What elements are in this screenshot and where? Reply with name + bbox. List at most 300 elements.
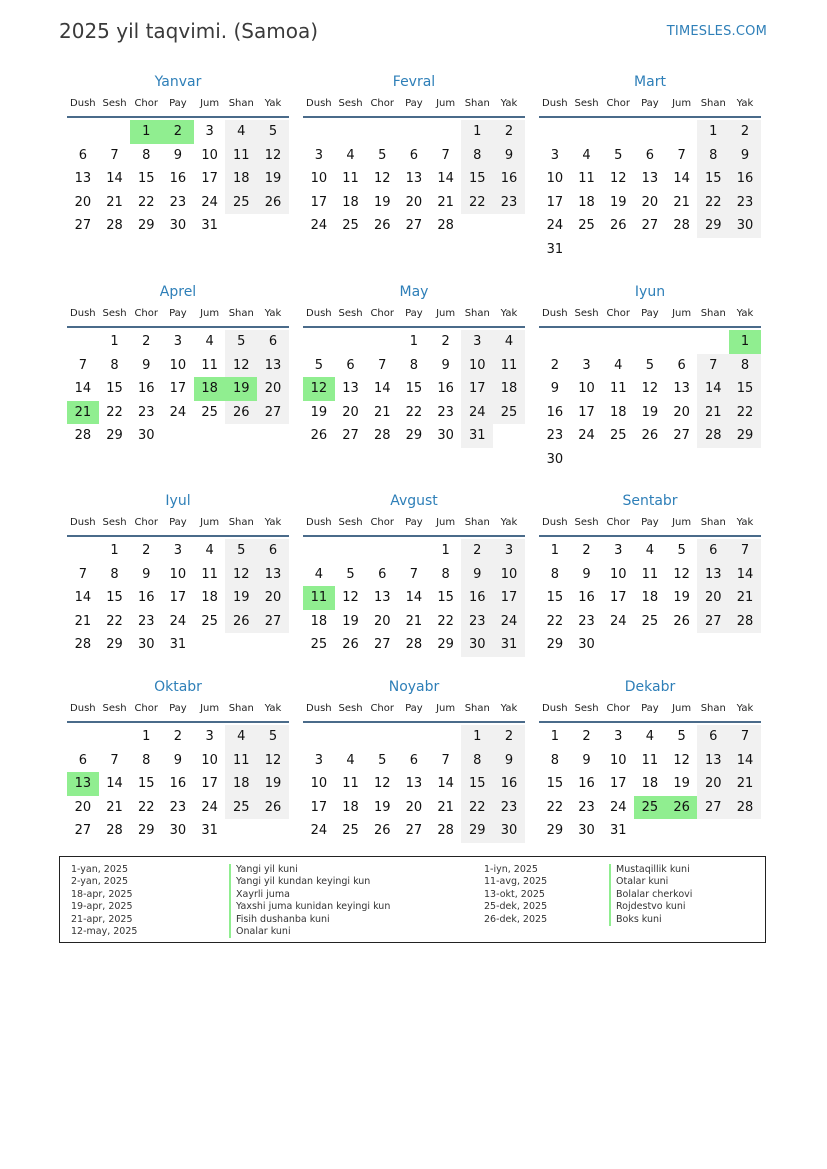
day-cell: 4: [346, 147, 355, 163]
day-cell: 16: [137, 381, 155, 396]
day-cell: 20: [342, 404, 359, 420]
day-cell: 23: [437, 404, 454, 420]
weekday-label: Yak: [736, 98, 754, 109]
weekday-label: Jum: [436, 308, 456, 319]
legend-holiday-name: Bolalar cherkovi: [609, 889, 692, 901]
legend-date: 12-may, 2025: [71, 925, 138, 937]
day-cell: 8: [550, 566, 559, 582]
day-cell: 12: [342, 590, 359, 605]
empty-cell: [303, 539, 335, 563]
day-cell: 27: [342, 428, 359, 443]
month-rule: [303, 721, 525, 723]
weekday-label: Shan: [700, 98, 726, 109]
day-grid: [539, 330, 761, 471]
day-cell: 14: [106, 776, 123, 791]
day-cell: 5: [645, 357, 655, 373]
day-cell: 29: [546, 637, 564, 652]
weekday-label: Dush: [306, 98, 332, 109]
day-cell: 25: [225, 191, 257, 215]
month-rule: [303, 116, 525, 118]
day-cell: 13: [673, 381, 690, 396]
day-cell: 18: [578, 194, 595, 210]
empty-cell: [335, 330, 367, 354]
day-cell: 25: [201, 404, 218, 420]
day-cell: 31: [169, 637, 187, 652]
holiday-day-cell: 13: [67, 772, 99, 796]
day-cell: 26: [373, 823, 391, 838]
empty-cell: [539, 120, 571, 144]
day-cell: 15: [137, 776, 155, 791]
day-cell: 7: [378, 357, 387, 373]
holiday-day-cell: 26: [666, 796, 698, 820]
weekday-label: Yak: [500, 98, 518, 109]
day-cell: 25: [493, 401, 525, 425]
day-cell: 2: [173, 729, 183, 744]
day-cell: 24: [169, 613, 187, 629]
weekday-label: Jum: [200, 98, 220, 109]
weekday-label: Shan: [228, 98, 254, 109]
day-cell: 9: [461, 563, 493, 587]
month-rule: [67, 535, 289, 537]
day-cell: 24: [546, 218, 564, 233]
day-cell: 22: [546, 799, 564, 815]
day-cell: 1: [550, 729, 559, 744]
weekday-label: Chor: [134, 98, 158, 109]
weekday-label: Jum: [672, 308, 692, 319]
day-cell: 22: [437, 613, 454, 629]
day-cell: 29: [437, 637, 454, 652]
day-cell: 28: [437, 823, 454, 838]
day-cell: 4: [645, 543, 655, 558]
empty-cell: [366, 330, 398, 354]
day-grid: [539, 725, 761, 843]
day-cell: 20: [641, 194, 659, 210]
month-title: Fevral: [392, 74, 436, 90]
empty-cell: [303, 120, 335, 144]
day-cell: 15: [137, 171, 155, 186]
day-cell: 3: [205, 124, 214, 139]
day-grid: [303, 725, 525, 843]
empty-cell: [303, 725, 335, 749]
day-cell: 18: [201, 590, 218, 605]
weekday-label: Yak: [264, 98, 282, 109]
weekday-header: [67, 306, 289, 321]
day-grid: [67, 330, 289, 448]
day-cell: 5: [346, 566, 355, 582]
legend-date: 1-iyn, 2025: [484, 864, 538, 875]
month-avgust: [303, 492, 525, 657]
day-cell: 21: [373, 404, 391, 420]
day-cell: 19: [673, 776, 690, 791]
day-cell: 18: [609, 404, 627, 420]
day-cell: 9: [441, 357, 450, 373]
empty-cell: [666, 330, 698, 354]
day-grid: [539, 120, 761, 261]
holiday-legend: [59, 856, 766, 943]
day-cell: 20: [257, 377, 289, 401]
day-cell: 27: [697, 796, 729, 820]
day-cell: 10: [578, 381, 595, 396]
weekday-label: Yak: [264, 703, 282, 714]
day-cell: 23: [461, 610, 493, 634]
legend-holiday-name: Mustaqillik kuni: [609, 864, 692, 876]
weekday-label: Jum: [436, 703, 456, 714]
day-cell: 22: [461, 191, 493, 215]
day-cell: 7: [110, 752, 119, 768]
day-cell: 16: [437, 381, 454, 396]
day-cell: 5: [257, 725, 289, 749]
day-cell: 13: [342, 381, 359, 396]
day-cell: 21: [729, 772, 761, 796]
day-cell: 31: [201, 218, 218, 233]
day-cell: 19: [373, 799, 391, 815]
weekday-label: Pay: [169, 98, 187, 109]
weekday-label: Pay: [641, 703, 659, 714]
day-cell: 11: [201, 566, 218, 582]
day-cell: 30: [437, 428, 454, 443]
day-cell: 16: [137, 590, 155, 605]
day-cell: 9: [729, 144, 761, 168]
month-title: Yanvar: [154, 74, 202, 90]
day-cell: 20: [373, 613, 391, 629]
day-cell: 14: [106, 171, 123, 186]
day-cell: 7: [677, 147, 686, 163]
day-cell: 10: [310, 171, 328, 186]
weekday-label: Chor: [606, 98, 630, 109]
day-cell: 1: [409, 334, 419, 349]
day-cell: 24: [461, 401, 493, 425]
day-cell: 28: [405, 637, 423, 652]
weekday-header: [67, 96, 289, 111]
holiday-day-cell: 1: [130, 120, 162, 144]
day-cell: 6: [78, 752, 87, 768]
day-cell: 21: [74, 613, 92, 629]
day-cell: 24: [493, 610, 525, 634]
day-cell: 19: [641, 404, 659, 420]
day-cell: 20: [74, 194, 92, 210]
day-cell: 11: [342, 776, 359, 791]
legend-date: 2-yan, 2025: [71, 876, 128, 888]
day-cell: 6: [697, 725, 729, 749]
day-cell: 3: [461, 330, 493, 354]
day-cell: 11: [342, 171, 359, 186]
day-cell: 12: [609, 171, 627, 186]
day-cell: 2: [729, 120, 761, 144]
day-cell: 22: [405, 404, 423, 420]
day-cell: 26: [225, 610, 257, 634]
day-cell: 24: [609, 799, 627, 815]
legend-date: 11-avg, 2025: [484, 876, 548, 888]
day-cell: 18: [641, 776, 659, 791]
legend-names-right: [609, 864, 692, 926]
weekday-label: Shan: [228, 703, 254, 714]
day-cell: 10: [169, 566, 187, 582]
empty-cell: [67, 330, 99, 354]
day-cell: 3: [582, 357, 591, 373]
day-cell: 27: [697, 610, 729, 634]
weekday-header: [303, 306, 525, 321]
day-cell: 17: [201, 171, 218, 186]
day-cell: 12: [225, 563, 257, 587]
day-cell: 4: [205, 334, 214, 349]
legend-names-left: [229, 864, 390, 938]
legend-date: 13-okt, 2025: [484, 888, 545, 900]
legend-holiday-name: Yangi yil kundan keyingi kun: [229, 876, 390, 888]
day-cell: 13: [257, 354, 289, 378]
day-cell: 14: [697, 377, 729, 401]
weekday-label: Pay: [169, 517, 187, 528]
day-cell: 2: [142, 334, 151, 349]
weekday-label: Pay: [405, 308, 423, 319]
month-title: Avgust: [390, 493, 438, 509]
weekday-label: Dush: [542, 517, 568, 528]
day-cell: 25: [578, 218, 595, 233]
day-cell: 22: [546, 613, 564, 629]
weekday-label: Yak: [264, 517, 282, 528]
day-cell: 29: [137, 823, 155, 838]
day-cell: 21: [437, 799, 454, 815]
day-cell: 9: [173, 147, 183, 163]
day-cell: 8: [441, 566, 450, 582]
month-title: Oktabr: [154, 679, 202, 695]
legend-holiday-name: Yaxshi juma kunidan keyingi kun: [229, 901, 390, 913]
day-cell: 7: [729, 725, 761, 749]
weekday-label: Pay: [169, 703, 187, 714]
day-grid: [303, 330, 525, 448]
legend-holiday-name: Fisih dushanba kuni: [229, 914, 390, 926]
day-cell: 21: [673, 194, 690, 210]
holiday-day-cell: 12: [303, 377, 335, 401]
day-cell: 29: [405, 428, 423, 443]
day-cell: 14: [74, 590, 92, 605]
day-cell: 21: [106, 194, 123, 210]
day-cell: 10: [609, 566, 627, 582]
empty-cell: [398, 120, 430, 144]
day-cell: 27: [641, 218, 659, 233]
day-cell: 25: [225, 796, 257, 820]
day-cell: 14: [729, 749, 761, 773]
day-cell: 2: [493, 120, 525, 144]
day-cell: 21: [405, 613, 423, 629]
weekday-label: Dush: [70, 98, 96, 109]
day-cell: 13: [405, 171, 423, 186]
day-cell: 27: [74, 218, 92, 233]
holiday-day-cell: 2: [162, 120, 194, 144]
day-cell: 17: [609, 776, 627, 791]
day-cell: 7: [441, 752, 450, 768]
weekday-label: Shan: [464, 517, 490, 528]
day-cell: 1: [697, 120, 729, 144]
weekday-label: Dush: [70, 517, 96, 528]
weekday-label: Chor: [606, 517, 630, 528]
day-cell: 5: [378, 147, 387, 163]
weekday-label: Sesh: [338, 703, 363, 714]
day-cell: 24: [310, 823, 328, 838]
weekday-label: Chor: [606, 308, 630, 319]
legend-date: 25-dek, 2025: [484, 901, 548, 913]
empty-cell: [335, 539, 367, 563]
day-cell: 30: [169, 823, 187, 838]
day-cell: 13: [697, 563, 729, 587]
day-cell: 20: [697, 586, 729, 610]
day-grid: [67, 725, 289, 843]
day-cell: 4: [645, 729, 655, 744]
day-cell: 13: [373, 590, 391, 605]
day-cell: 24: [201, 799, 218, 815]
site-link[interactable]: TIMESLES.COM: [666, 24, 767, 39]
day-cell: 10: [310, 776, 328, 791]
day-cell: 12: [225, 354, 257, 378]
weekday-label: Sesh: [338, 517, 363, 528]
day-cell: 4: [225, 120, 257, 144]
weekday-label: Chor: [134, 308, 158, 319]
day-cell: 5: [225, 539, 257, 563]
holiday-day-cell: 11: [303, 586, 335, 610]
day-cell: 18: [310, 613, 328, 629]
day-cell: 3: [205, 729, 214, 744]
day-cell: 21: [437, 194, 454, 210]
weekday-label: Shan: [464, 98, 490, 109]
weekday-label: Yak: [500, 308, 518, 319]
weekday-label: Chor: [134, 703, 158, 714]
day-cell: 31: [201, 823, 218, 838]
month-fevral: [303, 73, 525, 238]
day-cell: 28: [106, 218, 123, 233]
day-cell: 14: [673, 171, 690, 186]
day-cell: 6: [78, 147, 87, 163]
weekday-label: Yak: [736, 703, 754, 714]
day-cell: 10: [201, 752, 218, 768]
day-cell: 29: [137, 218, 155, 233]
day-cell: 23: [169, 799, 187, 815]
empty-cell: [398, 539, 430, 563]
day-cell: 19: [257, 772, 289, 796]
day-cell: 21: [697, 401, 729, 425]
day-cell: 31: [546, 241, 564, 257]
weekday-label: Sesh: [102, 98, 127, 109]
day-cell: 8: [409, 357, 419, 373]
day-cell: 12: [373, 171, 391, 186]
day-cell: 6: [645, 147, 655, 163]
day-cell: 30: [493, 819, 525, 843]
day-cell: 28: [697, 424, 729, 448]
day-cell: 20: [697, 772, 729, 796]
day-cell: 20: [673, 404, 690, 420]
day-cell: 6: [378, 566, 387, 582]
weekday-label: Yak: [736, 308, 754, 319]
day-grid: [67, 120, 289, 238]
day-cell: 14: [437, 171, 454, 186]
day-cell: 19: [342, 613, 359, 629]
day-cell: 3: [550, 147, 559, 163]
weekday-label: Dush: [70, 308, 96, 319]
weekday-label: Dush: [542, 703, 568, 714]
day-cell: 30: [137, 428, 155, 443]
day-cell: 11: [578, 171, 595, 186]
holiday-day-cell: 18: [194, 377, 226, 401]
day-cell: 27: [74, 823, 92, 838]
day-cell: 15: [461, 167, 493, 191]
month-title: Mart: [634, 74, 666, 90]
day-cell: 23: [137, 613, 155, 629]
day-cell: 14: [437, 776, 454, 791]
day-cell: 13: [697, 749, 729, 773]
day-cell: 8: [142, 752, 151, 768]
day-cell: 22: [106, 404, 123, 420]
month-sentabr: [539, 492, 761, 657]
day-cell: 10: [493, 563, 525, 587]
weekday-label: Sesh: [102, 308, 127, 319]
day-cell: 7: [729, 539, 761, 563]
day-cell: 22: [137, 194, 155, 210]
weekday-label: Shan: [464, 703, 490, 714]
day-cell: 24: [578, 428, 595, 443]
day-cell: 5: [257, 120, 289, 144]
day-cell: 18: [342, 194, 359, 210]
empty-cell: [398, 725, 430, 749]
weekday-label: Sesh: [102, 517, 127, 528]
day-cell: 9: [493, 144, 525, 168]
day-cell: 11: [225, 749, 257, 773]
weekday-label: Sesh: [338, 308, 363, 319]
day-cell: 11: [641, 566, 659, 582]
day-cell: 22: [697, 191, 729, 215]
day-cell: 18: [342, 799, 359, 815]
day-cell: 8: [110, 566, 119, 582]
day-cell: 17: [169, 381, 187, 396]
weekday-label: Sesh: [102, 703, 127, 714]
day-cell: 9: [142, 357, 151, 373]
legend-holiday-name: Xayrli juma: [229, 889, 390, 901]
weekday-label: Sesh: [574, 517, 599, 528]
day-grid: [303, 120, 525, 238]
day-cell: 3: [173, 543, 183, 558]
day-cell: 27: [673, 428, 690, 443]
day-cell: 20: [74, 799, 92, 815]
day-cell: 8: [729, 354, 761, 378]
weekday-header: [539, 701, 761, 716]
weekday-header: [539, 306, 761, 321]
weekday-label: Yak: [500, 517, 518, 528]
day-cell: 19: [673, 590, 690, 605]
day-cell: 10: [546, 171, 564, 186]
holiday-day-cell: 1: [729, 330, 761, 354]
month-title: Sentabr: [622, 493, 678, 509]
day-cell: 18: [225, 772, 257, 796]
day-cell: 2: [550, 357, 559, 373]
day-cell: 6: [677, 357, 686, 373]
day-cell: 3: [614, 729, 623, 744]
day-cell: 27: [257, 610, 289, 634]
month-title: Noyabr: [388, 679, 440, 695]
weekday-header: [67, 701, 289, 716]
day-cell: 27: [373, 637, 391, 652]
month-rule: [539, 721, 761, 723]
empty-cell: [99, 725, 131, 749]
day-cell: 29: [729, 424, 761, 448]
legend-dates-right: [484, 864, 547, 926]
day-cell: 7: [78, 357, 87, 373]
day-grid: [303, 539, 525, 657]
day-cell: 11: [225, 144, 257, 168]
day-cell: 2: [493, 725, 525, 749]
day-cell: 14: [74, 381, 92, 396]
day-cell: 23: [578, 799, 595, 815]
day-cell: 1: [110, 334, 119, 349]
day-cell: 1: [110, 543, 119, 558]
day-cell: 7: [110, 147, 119, 163]
day-cell: 5: [314, 357, 323, 373]
